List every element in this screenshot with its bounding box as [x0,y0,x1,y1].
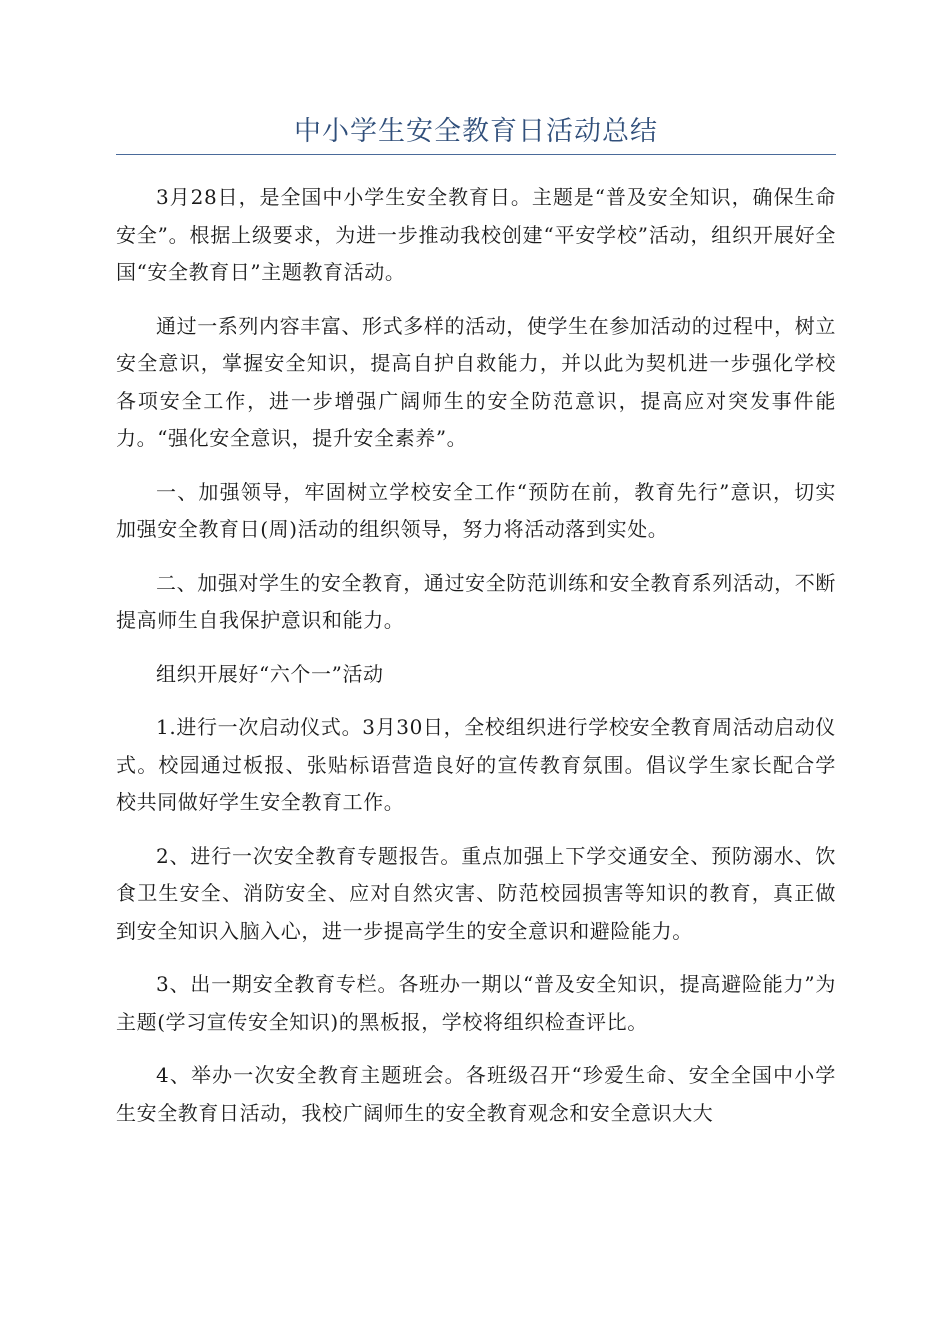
paragraph: 二、加强对学生的安全教育，通过安全防范训练和安全教育系列活动，不断提高师生自我保护意识和能力。 [116,570,836,632]
document-page [116,112,836,1148]
paragraph: 3、出一期安全教育专栏。各班办一期以“普及安全知识，提高避险能力”为主题(学习宣传安全知识)的黑板报，学校将组织检查评比。 [116,972,836,1034]
document-title: 中小学生安全教育日活动总结 [294,116,658,147]
title-underline [116,154,836,155]
paragraph: 一、加强领导，牢固树立学校安全工作“预防在前，教育先行”意识，切实加强安全教育日(周)活动的组织领导，努力将活动落到实处。 [116,479,836,541]
paragraph: 2、进行一次安全教育专题报告。重点加强上下学交通安全、预防溺水、饮食卫生安全、消防安全、应对自然灾害、防范校园损害等知识的教育，真正做到安全知识入脑入心，进一步提高学生的安全意识和避险能力。 [116,843,836,943]
document-body [116,179,836,1132]
paragraph: 1.进行一次启动仪式。3月30日，全校组织进行学校安全教育周活动启动仪式。校园通过板报、张贴标语营造良好的宣传教育氛围。倡议学生家长配合学校共同做好学生安全教育工作。 [116,715,836,814]
paragraph: 4、举办一次安全教育主题班会。各班级召开“珍爱生命、安全全国中小学生安全教育日活动，我校广阔师生的安全教育观念和安全意识大大 [116,1063,836,1125]
paragraph: 组织开展好“六个一”活动 [156,661,384,686]
paragraph: 通过一系列内容丰富、形式多样的活动，使学生在参加活动的过程中，树立安全意识，掌握安全知识，提高自护自救能力，并以此为契机进一步强化学校各项安全工作，进一步增强广阔师生的安全防范意识，提高应对突发事件能力。“强化安全意识，提升安全素养”。 [116,313,836,450]
paragraph: 3月28日，是全国中小学生安全教育日。主题是“普及安全知识，确保生命安全”。根据上级要求，为进一步推动我校创建“平安学校”活动，组织开展好全国“安全教育日”主题教育活动。 [116,185,836,284]
